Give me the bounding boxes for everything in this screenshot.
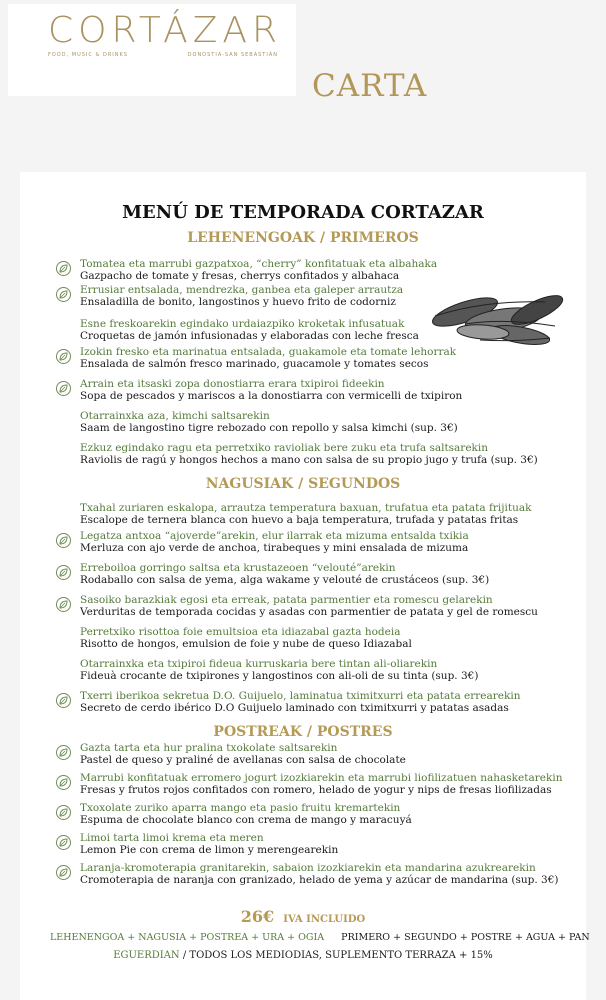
section-title-separator: / (302, 724, 317, 740)
menu-includes-es: PRIMERO + SEGUNDO + POSTRE + AGUA + PAN (341, 932, 590, 943)
menu-item-name-eu: Marrubi konfitatuak erromero jogurt izozkiarekin eta marrubi liofilizatuen nahasketarekin (80, 772, 563, 784)
section-title-es: SEGUNDOS (308, 476, 401, 492)
menu-item-name-eu: Legatza antxoa “ajoverde”arekin, elur ilarrak eta mizuma entsalda txikia (80, 530, 469, 542)
menu-item-name-es: Rodaballo con salsa de yema, alga wakame y velouté de crustáceos (sup. 3€) (80, 574, 490, 586)
leaf-icon (56, 775, 71, 790)
menu-item-name-es: Espuma de chocolate blanco con crema de mango y maracuyá (80, 814, 412, 826)
section-title-separator: / (293, 476, 309, 492)
menu-item-name-eu: Ezkuz egindako ragu eta perretxiko ravioliak bere zuku eta trufa saltsarekin (80, 442, 489, 454)
menu-item-name-eu: Txoxolate zuriko aparra mango eta pasio fruitu kremartekin (80, 802, 401, 814)
menu-includes (50, 932, 590, 943)
menu-item-name-eu: Tomatea eta marrubi gazpatxoa, “cherry” konfitatuak eta albahaka (80, 258, 438, 270)
leaf-icon (56, 865, 71, 880)
menu-item-name-eu: Txerri iberikoa sekretua D.O. Guijuelo, laminatua tximitxurri eta patata errearekin (80, 690, 521, 702)
section-title-separator: / (315, 230, 330, 246)
menu-days-es: / TODOS LOS MEDIODIAS, SUPLEMENTO TERRAZA + 15% (179, 950, 493, 961)
menu-days-eu: EGUERDIAN (113, 950, 180, 961)
menu-card (20, 172, 590, 1000)
menu-item-name-es: Cromoterapia de naranja con granizado, helado de yema y azúcar de mandarina (sup. 3€) (80, 874, 559, 886)
menu-item-name-eu: Errusiar entsalada, mendrezka, ganbea eta galeper arrautza (80, 284, 404, 296)
section-title (20, 476, 586, 492)
logo-tagline-right: DONOSTIA-SAN SEBASTIÁN (187, 52, 278, 58)
section-title-es: POSTRES (316, 724, 393, 740)
menu-item-name-es: Raviolis de ragú y hongos hechos a mano con salsa de su propio jugo y trufa (sup. 3€) (80, 454, 538, 466)
leaf-icon (56, 381, 71, 396)
menu-item-name-eu: Esne freskoarekin egindako urdaiazpiko kroketak infusatuak (80, 318, 405, 330)
menu-item-name-eu: Arrain eta itsaski zopa donostiarra erara txipiroi fideekin (80, 378, 385, 390)
leaf-icon (56, 533, 71, 548)
menu-item-name-eu: Sasoiko barazkiak egosi eta erreak, patata parmentier eta romescu gelarekin (80, 594, 493, 606)
logo-tagline-left: FOOD, MUSIC & DRINKS (48, 52, 128, 58)
menu-item-name-es: Pastel de queso y praliné de avellanas con salsa de chocolate (80, 754, 406, 766)
leaf-icon (56, 565, 71, 580)
leaf-icon (56, 349, 71, 364)
menu-item-name-es: Fresas y frutos rojos confitados con romero, helado de yogur y nips de fresas liofilizadas (80, 784, 552, 796)
menu-item-name-es: Lemon Pie con crema de limon y merengearekin (80, 844, 339, 856)
menu-item-name-es: Escalope de ternera blanca con huevo a baja temperatura, trufada y patatas fritas (80, 514, 519, 526)
section-title-eu: POSTREAK (213, 724, 303, 740)
price-amount: 26€ (240, 907, 275, 926)
leaf-icon (56, 745, 71, 760)
section-title (20, 724, 586, 740)
menu-item-name-eu: Otarrainxka eta txipiroi fideua kurruskaria bere tintan ali-oliarekin (80, 658, 438, 670)
menu-item-name-eu: Txahal zuriaren eskalopa, arrautza temperatura baxuan, trufatua eta patata frijituak (80, 502, 532, 514)
page-header (0, 0, 606, 170)
menu-title: MENÚ DE TEMPORADA CORTAZAR (122, 202, 484, 223)
section-title-eu: NAGUSIAK (205, 476, 294, 492)
leaf-icon (56, 805, 71, 820)
menu-includes-eu: LEHENENGOA + NAGUSIA + POSTREA + URA + OGIA (50, 932, 325, 943)
menu-item-name-es: Croquetas de jamón infusionadas y elaboradas con leche fresca (80, 330, 419, 342)
menu-item-name-eu: Perretxiko risottoa foie emultsioa eta idiazabal gazta hodeia (80, 626, 401, 638)
logo-wordmark: CORTÁZAR (48, 10, 282, 51)
section-title-eu: LEHENENGOAK (187, 230, 316, 246)
section-title (20, 230, 586, 246)
leaf-icon (56, 597, 71, 612)
menu-item-name-es: Ensalada de salmón fresco marinado, guacamole y tomates secos (80, 358, 429, 370)
leaf-icon (56, 261, 71, 276)
menu-item-name-eu: Otarrainxka aza, kimchi saltsarekin (80, 410, 270, 422)
menu-item-name-es: Secreto de cerdo ibérico D.O Guijuelo laminado con tximitxurri y patatas asadas (80, 702, 509, 714)
leaf-icon (56, 693, 71, 708)
menu-item-name-es: Gazpacho de tomate y fresas, cherrys confitados y albahaca (80, 270, 400, 282)
leaf-icon (56, 835, 71, 850)
menu-item-name-eu: Izokin fresko eta marinatua entsalada, guakamole eta tomate lehorrak (80, 346, 457, 358)
menu-item-name-es: Verduritas de temporada cocidas y asadas con parmentier de patata y gel de romescu (80, 606, 538, 618)
menu-days (20, 950, 586, 961)
page-title: CARTA (312, 68, 428, 104)
price-note: IVA INCLUIDO (283, 914, 366, 925)
price (20, 907, 586, 926)
section-title-es: PRIMEROS (329, 230, 419, 246)
menu-item-name-eu: Erreboiloa gorringo saltsa eta krustazeoen “velouté”arekin (80, 562, 396, 574)
menu-item-name-es: Saam de langostino tigre rebozado con repollo y salsa kimchi (sup. 3€) (80, 422, 458, 434)
leaf-icon (56, 287, 71, 302)
menu-item-name-eu: Gazta tarta eta hur pralina txokolate saltsarekin (80, 742, 338, 754)
menu-item-name-es: Risotto de hongos, emulsion de foie y nube de queso Idiazabal (80, 638, 412, 650)
logo (8, 4, 296, 96)
menu-item-name-eu: Laranja-kromoterapia granitarekin, sabaion izozkiarekin eta mandarina azukrearekin (80, 862, 536, 874)
logo-tagline (48, 52, 278, 58)
menu-item-name-es: Fideuà crocante de txipirones y langostinos con ali-oli de su tinta (sup. 3€) (80, 670, 479, 682)
menu-item-name-es: Sopa de pescados y mariscos a la donostiarra con vermicelli de txipiron (80, 390, 463, 402)
menu-item-name-es: Merluza con ajo verde de anchoa, tirabeques y mini ensalada de mizuma (80, 542, 469, 554)
menu-item-name-es: Ensaladilla de bonito, langostinos y huevo frito de codorniz (80, 296, 396, 308)
menu-item-name-eu: Limoi tarta limoi krema eta meren (80, 832, 264, 844)
